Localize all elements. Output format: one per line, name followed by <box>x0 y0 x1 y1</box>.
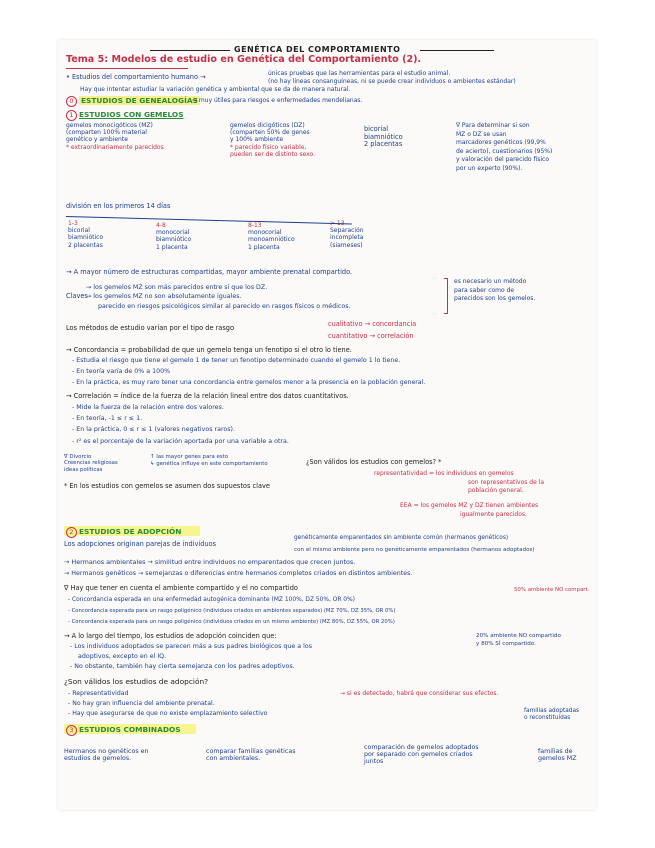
families-note <box>524 708 579 722</box>
day-block <box>248 222 295 251</box>
dz-chorion-block <box>364 126 403 149</box>
combined-line: Hermanos no genéticos en <box>64 748 149 755</box>
dz-line: (comparten 50% de genes <box>230 129 310 137</box>
zygosity-line: de acierto), cuestionarios (95%) <box>456 147 553 155</box>
section-label: ESTUDIOS DE ADOPCIÓN <box>79 527 182 536</box>
day-line: biamniótico <box>156 236 192 244</box>
day-line: biamniótico <box>68 234 104 242</box>
section-genealogias <box>66 96 200 107</box>
concordance-point: - En la práctica, es muy raro tener una concordancia entre gemelos menor a la presencia en la población general. <box>72 379 426 386</box>
dz-note: * parecido físico variable, <box>230 143 307 151</box>
section-number-badge: 0 <box>66 96 77 107</box>
dz-line: y 100% ambiente <box>230 136 284 144</box>
more-structures: → A mayor número de estructuras compartidas, mayor ambiente prenatal compartido. <box>66 268 353 276</box>
day-line: 1 placenta <box>248 243 280 251</box>
claves-note-line: para saber como de <box>454 286 515 294</box>
zygosity-note <box>456 122 552 174</box>
section-number-badge: 1 <box>66 110 77 121</box>
dz-title: gemelos dicigóticos (DZ) <box>230 122 305 129</box>
title-rule-left <box>150 50 230 51</box>
mz-twins-block <box>66 122 164 151</box>
dz-note: pueden ser de distinto sexo. <box>230 150 316 158</box>
method-qualitative: cualitativo → concordancia <box>328 320 417 328</box>
day-block <box>68 220 103 249</box>
dz-twins-block <box>230 122 315 158</box>
claves-note <box>454 278 535 304</box>
title-rule-right <box>420 50 494 51</box>
combined-line: estudios de gemelos. <box>64 755 132 763</box>
correlation-def: → Correlación = índice de la fuerza de la relación lineal entre dos datos cuantitativos. <box>66 392 349 400</box>
divorce-genes <box>150 454 268 468</box>
section-label: ESTUDIOS COMBINADOS <box>79 725 181 734</box>
divorce-genes-line: ↳ genética influye en este comportamiento <box>150 460 268 467</box>
genealogias-note: → muy útiles para riesgos e enfermedades mendelianas. <box>192 97 363 104</box>
adoption-validity-point: - No hay gran influencia del ambiente prenatal. <box>68 700 215 707</box>
combined-line: con ambientales. <box>206 755 261 763</box>
intro-line-2: Hay que intentar estudiar la variación genética y ambiental que se da de manera natural. <box>80 86 351 93</box>
mz-title: gemelos monocigóticos (MZ) <box>66 122 153 129</box>
selective-placement-note: → si es detectado, habrá que considerar sus efectos. <box>340 690 499 697</box>
combined-line: por separado con gemelos criados <box>364 751 473 759</box>
method-quantitative: cuantitativo → correlación <box>328 332 414 340</box>
day-line: monoamniótico <box>248 236 295 244</box>
chorion-line: bicorial <box>364 125 389 133</box>
concordance-point: - Estudia el riesgo que tiene el gemelo 1 de tener un fenotipo determinado cuando el gemelo 1 lo tiene. <box>72 357 401 364</box>
claves-item: parecido en riesgos psicológicos similar al parecido en rasgos físicos o médicos. <box>98 303 351 310</box>
environmental-siblings: → Hermanos ambientales → similitud entre individuos no emparentados que crecen juntos. <box>64 558 356 566</box>
day-line: 1 placenta <box>156 243 188 251</box>
intro-note-1: únicas pruebas que las herramientas para el estudio animal. <box>268 70 451 77</box>
combined-line: familias de <box>538 748 573 755</box>
adoption-validity-point: - Representatividad <box>68 690 129 697</box>
claves-note-line: parecidos son los gemelos. <box>454 295 536 303</box>
day-line: incompleta <box>330 234 364 242</box>
day-line: Separación <box>330 227 364 235</box>
adoption-finding: - Los individuos adoptados se parecen más a sus padres biológicos que a los <box>70 643 313 650</box>
adoption-validity: ¿Son válidos los estudios de adopción? <box>64 677 209 686</box>
representativeness-line: población general. <box>468 487 524 494</box>
correlation-point: - r² es el porcentaje de la variación aportada por una variable a otra. <box>72 438 289 445</box>
combined-line: comparación de gemelos adoptados <box>364 744 479 751</box>
expected-concordance: - Concordancia esperada para un rasgo poligénico (individuos criados en ambientes separados) (MZ 70%, DZ 35%, OR 0%) <box>68 608 396 614</box>
families-line: familias adoptadas <box>524 708 580 714</box>
combined-line: juntos <box>364 758 384 766</box>
section-number-badge: 2 <box>66 527 77 538</box>
claves-brace <box>444 278 448 314</box>
methods-intro: Los métodos de estudio varían por el tipo de rasgo <box>66 324 235 332</box>
combined-item <box>364 744 479 766</box>
concordance-def: → Concordancia = probabilidad de que un gemelo tenga un fenotipo si el otro lo tiene. <box>66 346 352 354</box>
mz-line: (comparten 100% material <box>66 129 147 137</box>
shared-env-note <box>476 632 561 648</box>
adoption-finding: - No obstante, también hay cierta semejanza con los padres adoptivos. <box>70 663 295 670</box>
expected-concordance: - Concordancia esperada en una enfermedad autogénica dominante (MZ 100%, DZ 50%, OR 0%) <box>68 597 355 603</box>
representativeness: representatividad = los individuos en gemelos <box>374 470 514 477</box>
divorce-genes-line: ↑ las mayor genes para esto <box>150 454 229 460</box>
combined-item <box>64 748 148 762</box>
claves-label: Claves <box>66 292 88 300</box>
twins-validity-question: ¿Son válidos los estudios con gemelos? * <box>306 458 442 466</box>
combined-line: gemelos MZ <box>538 755 577 763</box>
day-block <box>156 222 191 251</box>
section-label: ESTUDIOS CON GEMELOS <box>79 110 184 119</box>
chorion-line: biamniótico <box>364 132 403 141</box>
claves-item: → los gemelos MZ son más parecidos entre sí que los DZ. <box>86 284 268 291</box>
zygosity-line: marcadores genéticos (99,9% <box>456 139 546 147</box>
correlation-point: - Mide la fuerza de la relación entre dos valores. <box>72 404 224 411</box>
divorce-note <box>64 454 118 473</box>
concordance-point: - En teoría varía de 0% a 100% <box>72 368 171 375</box>
page-title: GENÉTICA DEL COMPORTAMIENTO <box>234 45 401 54</box>
division-days: división en los primeros 14 días <box>66 202 171 210</box>
day-line: monocorial <box>248 229 282 237</box>
families-line: o reconstituidas <box>524 715 571 722</box>
adoption-finding: adoptivos, excepto en el IQ. <box>78 653 167 660</box>
divorce-line: Creencias religiosas <box>64 460 118 467</box>
combined-item <box>538 748 577 762</box>
shared-env-line: 20% ambiente NO compartido <box>476 633 561 639</box>
mz-note: * extraordinariamente parecidos <box>66 143 164 151</box>
claves-item: → los gemelos MZ no son absolutamente iguales. <box>86 293 242 300</box>
adoption-intro: Los adopciones originan parejas de individuos <box>64 540 217 548</box>
zygosity-line: por un experto (90%). <box>456 164 523 172</box>
day-range: > 13 <box>330 220 345 227</box>
non-shared-note: 50% ambiente NO compart. <box>514 587 590 593</box>
day-line: 2 placentas <box>68 241 103 249</box>
representativeness-line: son representativos de la <box>468 479 545 486</box>
zygosity-line: ∇ Para determinar si son <box>456 122 530 129</box>
day-line: bicorial <box>68 227 90 235</box>
divorce-line: ideas políticas <box>64 466 103 473</box>
adoption-validity-point: - Hay que asegurarse de que no existe emplazamiento selectivo <box>68 710 268 717</box>
day-line: (siameses) <box>330 241 363 249</box>
adoption-genetic: genéticamente emparentados sin ambiente común (hermanos genéticos) <box>294 535 509 541</box>
combined-item <box>206 748 296 762</box>
notes-page <box>58 40 596 810</box>
zygosity-line: MZ o DZ se usan <box>456 130 507 138</box>
shared-env-line: y 80% SÍ compartido. <box>476 641 536 647</box>
day-line: monocorial <box>156 229 190 237</box>
claves-note-line: es necesario un método <box>454 278 527 285</box>
mz-line: genético y ambiente <box>66 136 128 144</box>
eea-def: EEA = los gemelos MZ y DZ tienen ambientes <box>400 502 539 509</box>
timeline-bar <box>66 216 352 224</box>
genetic-siblings: → Hermanos genéticos → semejanzas o diferencias entre hermanos completos criados en distintos ambientes. <box>64 570 413 577</box>
section-number-badge: 3 <box>66 725 77 736</box>
chorion-line: 2 placentas <box>364 140 403 149</box>
shared-environment: ∇ Hay que tener en cuenta el ambiente compartido y el no compartido <box>64 584 298 592</box>
key-assumptions: * En los estudios con gemelos se asumen dos supuestos clave <box>64 482 270 490</box>
section-label: ESTUDIOS DE GENEALOGÍAS <box>81 96 198 105</box>
day-range: 8-13 <box>248 222 262 229</box>
section-gemelos <box>66 110 184 121</box>
intro-note-2: (no hay líneas consanguíneas, ni se puede crear individuos o ambientes estándar) <box>268 78 516 85</box>
section-combinados <box>66 725 181 736</box>
combined-line: comparar familias genéticas <box>206 748 296 755</box>
correlation-point: - En la práctica, 0 ≤ r ≤ 1 (valores negativos raros). <box>72 426 236 433</box>
expected-concordance: - Concordancia esperada para un rasgo poligénico (individuos criados en un mismo ambiente) (MZ 80%, DZ 55%, OR 20%) <box>68 619 395 625</box>
correlation-point: - En teoría, -1 ≤ r ≤ 1. <box>72 415 143 422</box>
eea-line: igualmente parecidos. <box>460 511 527 518</box>
section-adopcion <box>66 527 181 538</box>
divorce-line: ∇ Divorcio <box>64 454 92 460</box>
adoption-environmental: con el mismo ambiente pero no genéticamente emparentados (hermanos adoptados) <box>294 547 535 553</box>
zygosity-line: y valoración del parecido físico <box>456 156 549 164</box>
adoption-findings: → A lo largo del tiempo, los estudios de adopción coinciden que: <box>64 632 277 640</box>
page-subtitle: Tema 5: Modelos de estudio en Genética del Comportamiento (2). <box>66 54 422 65</box>
day-range: 1-3 <box>68 220 78 227</box>
subtitle-underline <box>66 68 188 69</box>
day-range: 4-8 <box>156 222 166 229</box>
intro-line-1: • Estudios del comportamiento humano → <box>66 73 206 81</box>
